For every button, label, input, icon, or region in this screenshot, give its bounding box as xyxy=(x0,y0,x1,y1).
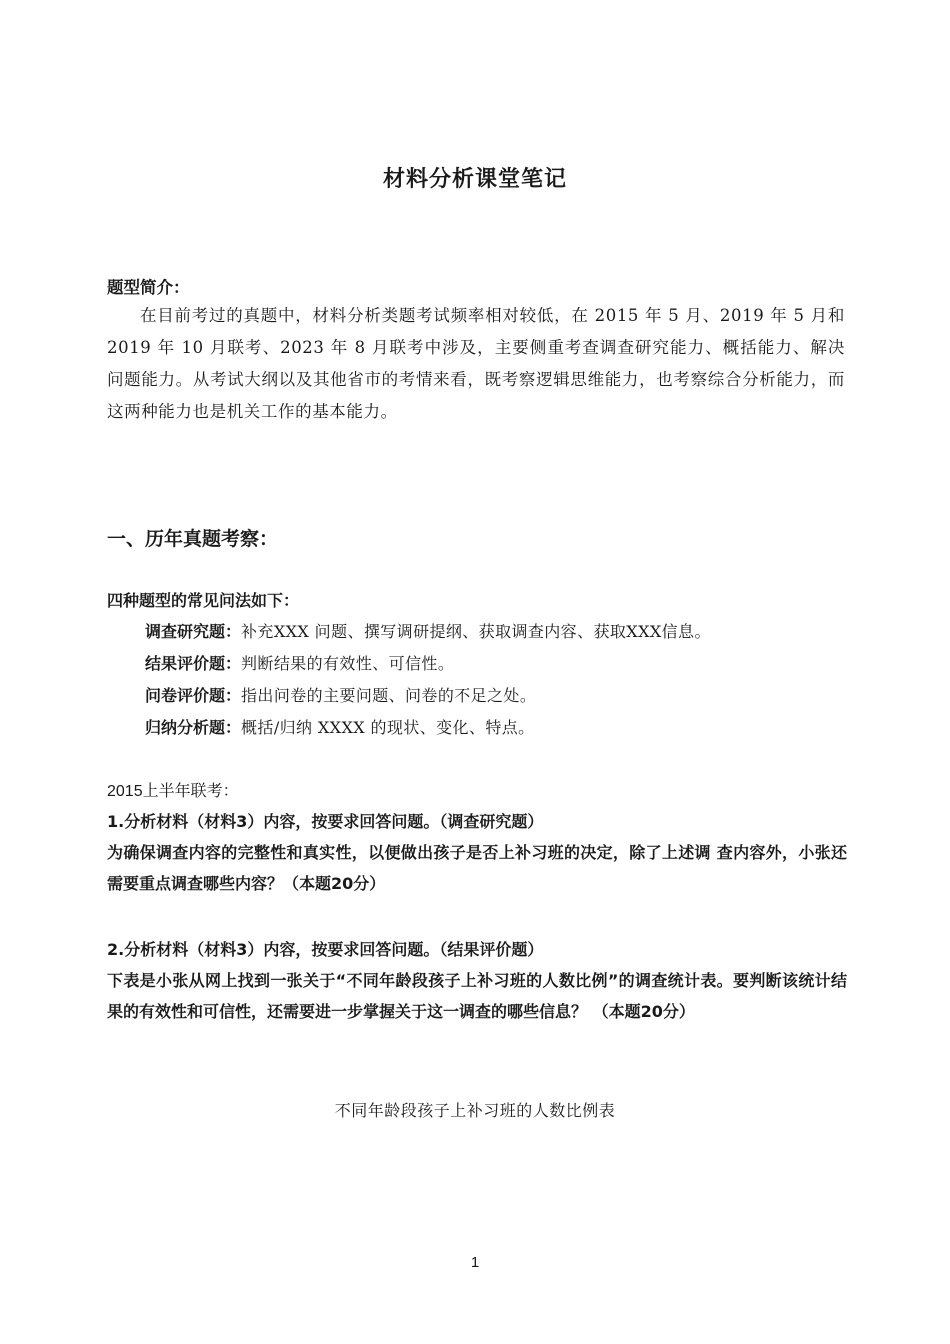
list-item xyxy=(145,680,845,712)
type-label: 归纳分析题： xyxy=(145,718,242,737)
document-title: 材料分析课堂笔记 xyxy=(382,167,567,192)
type-description: 指出问卷的主要问题、问卷的不足之处。 xyxy=(241,686,537,705)
exam-label: 2015上半年联考： xyxy=(107,783,239,800)
section-heading: 一、历年真题考察： xyxy=(107,528,279,550)
question-types-list xyxy=(145,616,845,744)
type-description: 补充XXX 问题、撰写调研提纲、获取调查内容、获取XXX信息。 xyxy=(241,622,711,641)
page-number: 1 xyxy=(470,1254,480,1271)
table-caption: 不同年龄段孩子上补习班的人数比例表 xyxy=(334,1101,616,1120)
question-1-body: 为确保调查内容的完整性和真实性，以便做出孩子是否上补习班的决定，除了上述调 查内容外，小张还需要重点调查哪些内容？（本题20分） xyxy=(107,843,847,893)
question-2 xyxy=(107,934,847,1027)
type-label: 结果评价题： xyxy=(145,654,242,673)
type-label: 问卷评价题： xyxy=(145,686,242,705)
question-1 xyxy=(107,806,847,899)
question-1-title: 1.分析材料（材料3）内容，按要求回答问题。（调查研究题） xyxy=(107,812,544,831)
list-item xyxy=(145,648,845,680)
question-types-heading: 四种题型的常见问法如下： xyxy=(107,591,300,610)
question-2-body: 下表是小张从网上找到一张关于“不同年龄段孩子上补习班的人数比例”的调查统计表。要判断该统计结果的有效性和可信性，还需要进一步掌握关于这一调查的哪些信息？ （本题20分） xyxy=(107,971,847,1021)
type-description: 判断结果的有效性、可信性。 xyxy=(241,654,455,673)
list-item xyxy=(145,712,845,744)
intro-heading: 题型简介： xyxy=(107,278,190,297)
type-label: 调查研究题： xyxy=(145,622,242,641)
type-description: 概括/归纳 XXXX 的现状、变化、特点。 xyxy=(241,718,535,737)
list-item xyxy=(145,616,845,648)
intro-paragraph: 在目前考过的真题中，材料分析类题考试频率相对较低，在 2015 年 5 月、2019 年 5 月和 2019 年 10 月联考、2023 年 8 月联考中涉及，主要侧重考查调查研究能力、概括能力、解决问题能力。从考试大纲以及其他省市的考情来看，既考察逻辑思维能力，也考察综合分析能力，而这两种能力也是机关工作的基本能力。 xyxy=(107,306,845,421)
question-2-title: 2.分析材料（材料3）内容，按要求回答问题。（结果评价题） xyxy=(107,940,544,959)
